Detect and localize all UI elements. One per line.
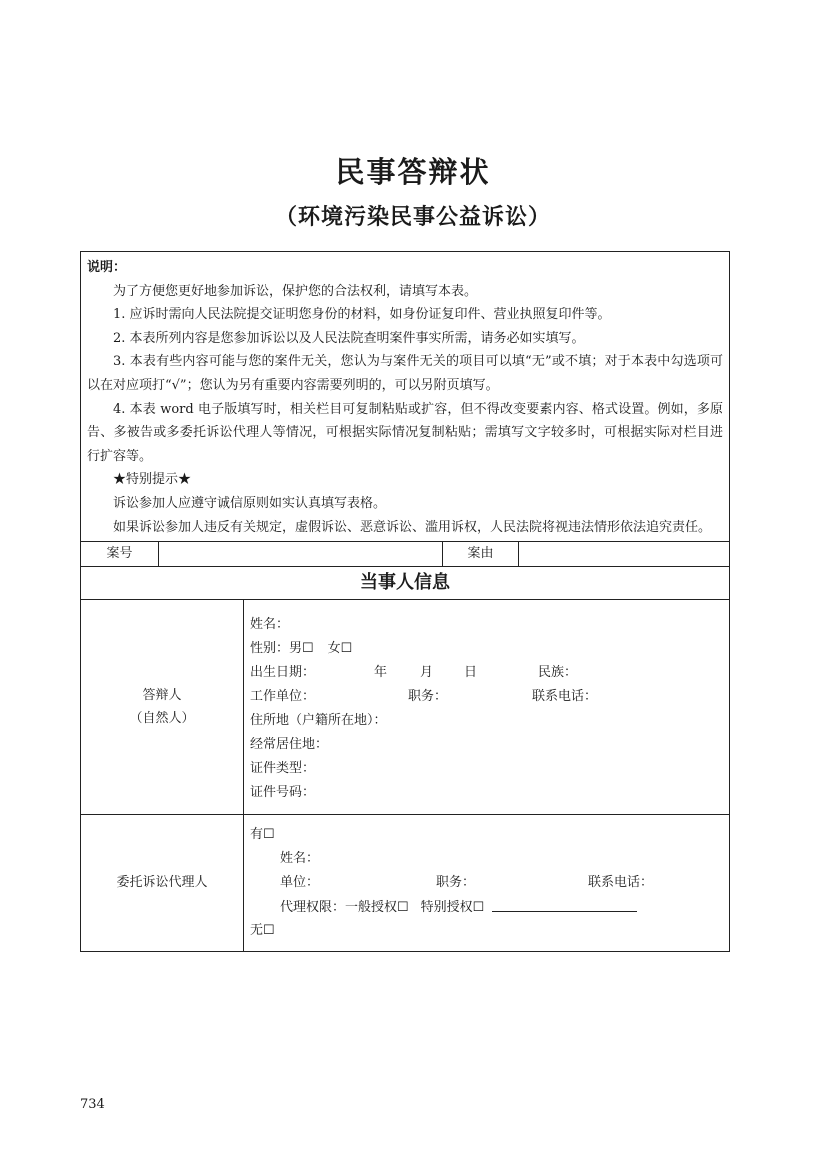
respondent-type-label: （自然人） [129, 711, 195, 727]
day-label: 日 [464, 665, 478, 681]
case-number-label: 案号 [81, 542, 159, 567]
case-row [81, 542, 730, 567]
page-number: 734 [80, 1097, 105, 1112]
instructions-paragraph: 为了方便您更好地参加诉讼，保护您的合法权利，请填写本表。 [113, 283, 478, 299]
cause-of-action-label: 案由 [443, 542, 519, 567]
instructions-paragraph: 3. 本表有些内容可能与您的案件无关，您认为与案件无关的项目可以填“无”或不填；对于本表中勾选项可以在对应项打“√”；您认为另有重要内容需要列明的，可以另附页填写。 [87, 354, 724, 393]
case-number-field[interactable] [159, 542, 443, 567]
section-row [81, 567, 730, 600]
agent-phone-field[interactable]: 联系电话： [588, 875, 654, 891]
position-field[interactable]: 职务： [408, 689, 448, 705]
birth-date-field[interactable]: 出生日期： [250, 665, 316, 681]
agent-name-field[interactable]: 姓名： [280, 851, 320, 867]
instructions-paragraph: 4. 本表 word 电子版填写时，相关栏目可复制粘贴或扩容，但不得改变要素内容、格式设置。例如，多原告、多被告或多委托诉讼代理人等情况，可根据实际情况复制粘贴；需填写文字较多时，可根据实际对栏目进行扩容等。 [87, 401, 724, 464]
year-label: 年 [374, 665, 388, 681]
agent-no-checkbox[interactable]: 无☐ [250, 923, 275, 939]
name-field[interactable]: 姓名： [250, 617, 290, 633]
habitual-residence-field[interactable]: 经常居住地： [250, 737, 329, 753]
party-info-heading: 当事人信息 [81, 567, 730, 600]
ethnicity-field[interactable]: 民族： [538, 665, 578, 681]
agent-position-field[interactable]: 职务： [436, 875, 476, 891]
cause-of-action-field[interactable] [519, 542, 730, 567]
month-label: 月 [420, 665, 434, 681]
authority-label: 代理权限： [280, 900, 346, 916]
special-authority-blank[interactable] [492, 895, 637, 912]
agent-yes-checkbox[interactable]: 有☐ [250, 827, 275, 843]
instructions-paragraph: 如果诉讼参加人违反有关规定，虚假诉讼、恶意诉讼、滥用诉权，人民法院将视违法情形依法追究责任。 [113, 519, 712, 535]
id-type-field[interactable]: 证件类型： [250, 761, 316, 777]
instructions-paragraph: 诉讼参加人应遵守诚信原则如实认真填写表格。 [113, 495, 387, 511]
female-checkbox[interactable]: 女☐ [327, 641, 353, 657]
general-authority-checkbox[interactable]: 一般授权☐ [345, 900, 409, 916]
instructions-box [81, 252, 730, 542]
instructions-heading: 说明： [87, 260, 127, 275]
work-unit-field[interactable]: 工作单位： [250, 689, 316, 705]
respondent-label: 答辩人 [142, 687, 182, 703]
instructions-paragraph: 1. 应诉时需向人民法院提交证明您身份的材料，如身份证复印件、营业执照复印件等。 [113, 307, 611, 323]
residence-field[interactable]: 住所地（户籍所在地）： [250, 713, 387, 729]
id-number-field[interactable]: 证件号码： [250, 785, 316, 801]
special-notice-heading: ★特别提示★ [113, 472, 192, 488]
special-authority-checkbox[interactable]: 特别授权☐ [420, 900, 485, 916]
respondent-label-cell [81, 600, 244, 815]
document-subtitle: （环境污染民事公益诉讼） [274, 205, 551, 230]
agent-unit-field[interactable]: 单位： [280, 875, 320, 891]
male-checkbox[interactable]: 男☐ [289, 641, 314, 657]
respondent-fields [244, 600, 730, 815]
agent-label: 委托诉讼代理人 [81, 815, 244, 952]
agent-row [81, 815, 730, 952]
notes-row [81, 252, 730, 542]
gender-label: 性别： [250, 641, 290, 657]
document-title: 民事答辩状 [335, 155, 491, 189]
instructions-paragraph: 2. 本表所列内容是您参加诉讼以及人民法院查明案件事实所需，请务必如实填写。 [113, 330, 585, 346]
respondent-row [81, 600, 730, 815]
phone-field[interactable]: 联系电话： [532, 689, 598, 705]
defense-form-table [80, 251, 730, 952]
agent-fields [244, 815, 730, 952]
